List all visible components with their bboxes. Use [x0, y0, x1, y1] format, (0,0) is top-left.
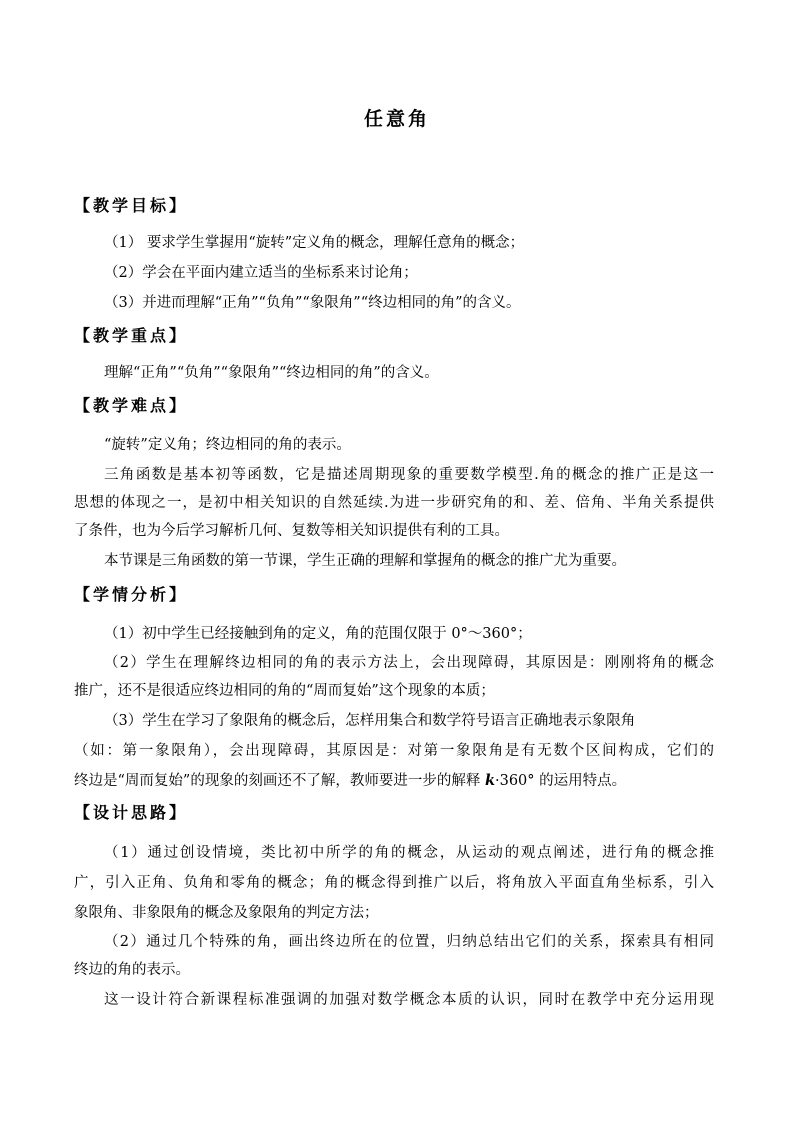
difficulties-line-1: “旋转”定义角；终边相同的角的表示。: [104, 437, 351, 453]
key-points-text: 理解“正角”“负角”“象限角”“终边相同的角”的含义。: [104, 365, 439, 381]
analysis-line-3: 推广，还不是很适应终边相同的角的“周而复始”这个现象的本质；: [74, 683, 495, 699]
difficulties-line-4: 了条件，也为今后学习解析几何、复数等相关知识提供有利的工具。: [74, 523, 509, 539]
analysis-line-6-before: 终边是“周而复始”的现象的刻画还不了解，教师要进一步的解释: [74, 773, 485, 789]
analysis-line-5: （如：第一象限角），会出现障碍，其原因是：对第一象限角是有无数个区间构成，它们的: [74, 743, 714, 759]
analysis-line-6-after: ·360° 的运用特点。: [494, 773, 627, 789]
analysis-line-1: （1）初中学生已经接触到角的定义，角的范围仅限于 0°～360°；: [104, 626, 532, 642]
analysis-line-4: （3）学生在学习了象限角的概念后，怎样用集合和数学符号语言正确地表示象限角: [104, 713, 636, 729]
heading-key-points: 【教学重点】: [74, 326, 189, 345]
difficulties-line-3: 思想的体现之一，是初中相关知识的自然延续.为进一步研究角的和、差、倍角、半角关系提供: [74, 495, 714, 511]
difficulties-line-2: 三角函数是基本初等函数，它是描述周期现象的重要数学模型.角的概念的推广正是这一: [104, 467, 714, 483]
heading-design: 【设计思路】: [74, 803, 189, 822]
objective-item-1: （1） 要求学生掌握用“旋转”定义角的概念，理解任意角的概念；: [104, 235, 525, 251]
objective-item-3: （3）并进而理解“正角”“负角”“象限角”“终边相同的角”的含义。: [104, 295, 521, 311]
design-line-4: （2）通过几个特殊的角，画出终边所在的位置，归纳总结出它们的关系，探索具有相同: [104, 934, 714, 950]
design-line-6: 这一设计符合新课程标准强调的加强对数学概念本质的认识，同时在教学中充分运用现: [104, 992, 714, 1008]
heading-difficulties: 【教学难点】: [74, 396, 189, 415]
analysis-line-6: [74, 771, 626, 791]
design-line-2: 广，引入正角、负角和零角的概念；角的概念得到推广以后，将角放入平面直角坐标系，引入: [74, 875, 714, 891]
heading-analysis: 【学情分析】: [74, 585, 189, 604]
objective-item-2: （2）学会在平面内建立适当的坐标系来讨论角；: [104, 265, 418, 281]
design-line-3: 象限角、非象限角的概念及象限角的判定方法；: [74, 905, 379, 921]
analysis-line-2: （2）学生在理解终边相同的角的表示方法上，会出现障碍，其原因是：刚刚将角的概念: [104, 655, 714, 671]
difficulties-line-5: 本节课是三角函数的第一节课，学生正确的理解和掌握角的概念的推广尤为重要。: [104, 553, 626, 569]
design-line-5: 终边的角的表示。: [74, 962, 190, 978]
page-title: 任意角: [363, 108, 430, 130]
variable-k: k: [484, 772, 495, 789]
design-line-1: （1）通过创设情境，类比初中所学的角的概念，从运动的观点阐述，进行角的概念推: [104, 845, 714, 861]
heading-objectives: 【教学目标】: [74, 196, 189, 215]
